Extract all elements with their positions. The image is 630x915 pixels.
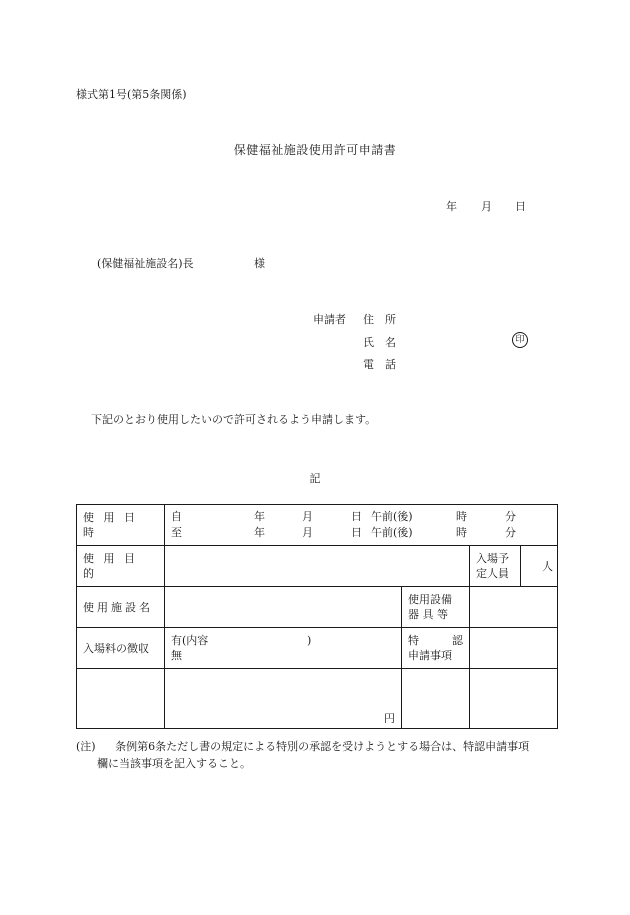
usage-purpose-field[interactable] (165, 546, 470, 587)
special-extra-field[interactable] (402, 669, 470, 729)
table-row (77, 628, 558, 669)
fee-yes-close: ) (307, 634, 312, 647)
yen-unit: 円 (384, 712, 395, 725)
usage-table (76, 504, 558, 729)
date-year-label: 年 (446, 200, 457, 213)
from-day: 日 (351, 510, 362, 523)
special-detail-field[interactable] (470, 669, 558, 729)
expected-count-field[interactable] (521, 546, 557, 586)
applicant-label: 申請者 (313, 313, 346, 326)
to-year: 年 (254, 526, 265, 539)
from-hour: 時 (456, 510, 467, 523)
from-month: 月 (302, 510, 313, 523)
facility-name-field[interactable] (165, 587, 402, 628)
ki-heading: 記 (309, 472, 321, 485)
from-label: 自 (171, 510, 182, 523)
admission-fee-label: 入場料の徴収 (77, 628, 165, 669)
equipment-label-line2: 器 具 等 (408, 608, 448, 621)
seal-mark: 印 (512, 332, 528, 348)
footnote (76, 737, 529, 757)
table-row (77, 669, 558, 729)
expected-count-label (470, 546, 521, 586)
from-minute: 分 (505, 510, 516, 523)
from-ampm: 午前(後) (371, 510, 413, 523)
person-unit: 人 (542, 559, 554, 573)
form-number: 様式第1号(第5条関係) (76, 88, 187, 101)
facility-name-label: 使用施設名 (77, 587, 165, 628)
to-month: 月 (302, 526, 313, 539)
to-ampm: 午前(後) (371, 526, 413, 539)
special-approval-label (402, 628, 470, 669)
note-line-1: 条例第6条ただし書の規定による特別の承認を受けようとする場合は、特認申請事項 (115, 740, 530, 753)
applicant-address-label: 住 所 (363, 313, 396, 326)
special-approval-field[interactable] (470, 628, 558, 669)
special-label-char1: 特 (408, 634, 419, 647)
special-label-char2: 認 (452, 634, 463, 647)
table-row (77, 546, 558, 587)
document-title: 保健福祉施設使用許可申請書 (233, 143, 397, 157)
fee-note-field[interactable] (77, 669, 165, 729)
fee-no-option: 無 (171, 649, 182, 662)
usage-datetime-label: 使 用 日 時 (77, 505, 165, 546)
applicant-phone-label: 電 話 (363, 358, 396, 371)
admission-fee-field[interactable] (165, 628, 402, 669)
special-label-line2: 申請事項 (408, 649, 452, 662)
to-minute: 分 (505, 526, 516, 539)
expected-label-line1: 入場予 (476, 552, 509, 565)
equipment-label (402, 587, 470, 628)
addressee: (保健福祉施設名)長 (97, 257, 194, 270)
note-line-2: 欄に当該事項を記入すること。 (97, 757, 251, 770)
equipment-field[interactable] (470, 587, 558, 628)
fee-amount-field[interactable] (165, 669, 402, 729)
expected-count-cell (470, 546, 558, 587)
equipment-label-line1: 使用設備 (408, 593, 452, 606)
expected-label-line2: 定人員 (476, 567, 509, 580)
to-label: 至 (171, 526, 182, 539)
addressee-honorific: 様 (254, 257, 265, 270)
date-month-label: 月 (481, 200, 492, 213)
to-day: 日 (351, 526, 362, 539)
from-year: 年 (254, 510, 265, 523)
date-day-label: 日 (515, 200, 526, 213)
to-hour: 時 (456, 526, 467, 539)
usage-purpose-label: 使 用 目 的 (77, 546, 165, 587)
special-label-line1 (408, 633, 463, 648)
usage-datetime-field[interactable] (165, 505, 558, 546)
intro-statement: 下記のとおり使用したいので許可されるよう申請します。 (91, 413, 377, 426)
fee-yes-option: 有(内容 (171, 634, 209, 647)
table-row (77, 505, 558, 546)
note-prefix: (注) (76, 740, 96, 753)
table-row (77, 587, 558, 628)
applicant-name-label: 氏 名 (363, 336, 396, 349)
